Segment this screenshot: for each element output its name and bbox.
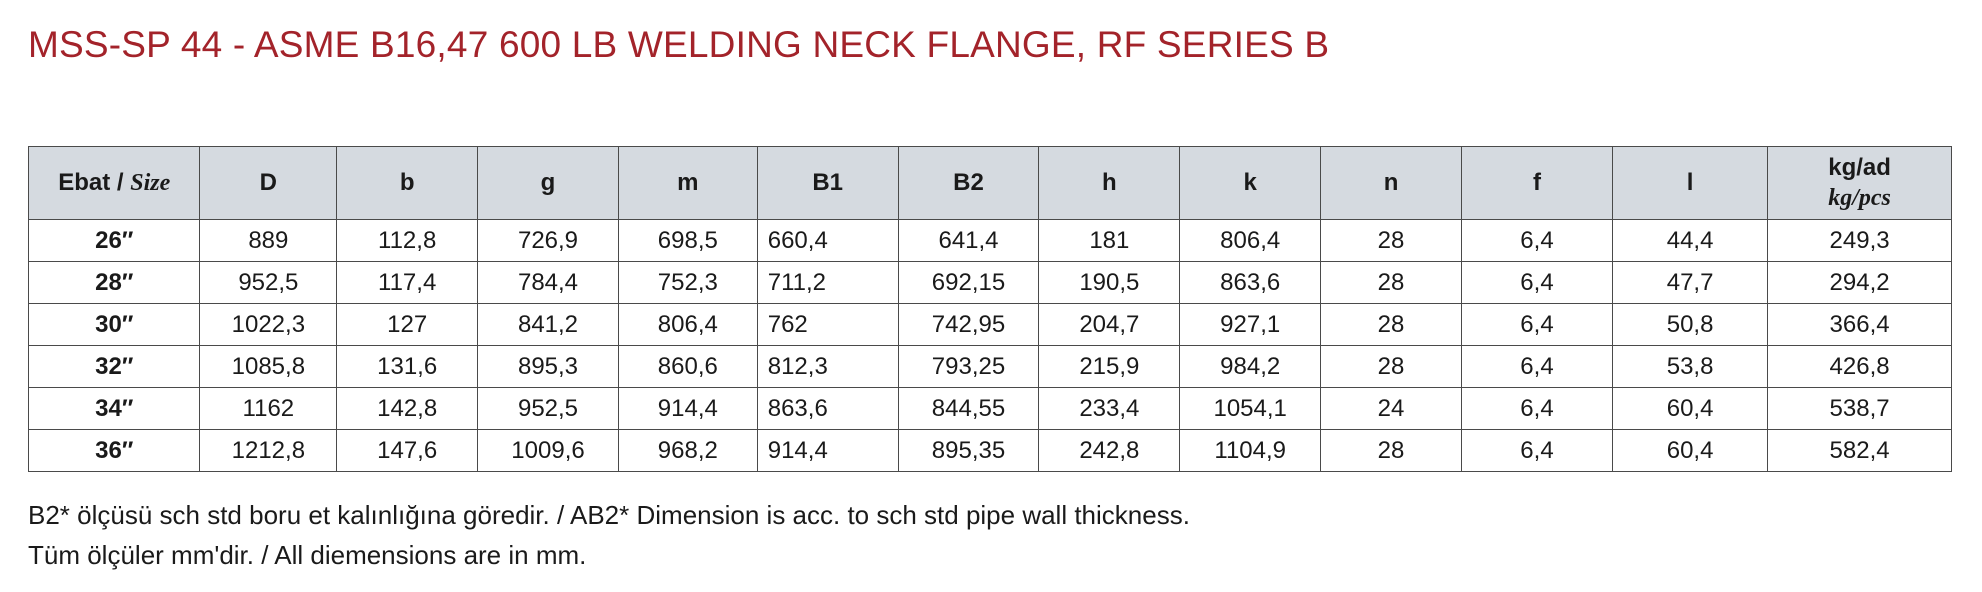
cell-B2: 742,95 — [898, 304, 1039, 346]
cell-D: 1212,8 — [200, 430, 337, 472]
header-k: k — [1180, 147, 1321, 220]
cell-g: 952,5 — [478, 388, 619, 430]
cell-f: 6,4 — [1461, 262, 1612, 304]
cell-n: 28 — [1321, 430, 1462, 472]
cell-k: 984,2 — [1180, 346, 1321, 388]
note-line-1 — [28, 500, 1190, 531]
header-g: g — [478, 147, 619, 220]
cell-f: 6,4 — [1461, 346, 1612, 388]
cell-n: 28 — [1321, 304, 1462, 346]
cell-b: 147,6 — [337, 430, 478, 472]
cell-b: 142,8 — [337, 388, 478, 430]
header-weight-tr: kg/ad — [1828, 154, 1891, 181]
header-B1: B1 — [757, 147, 898, 220]
cell-weight: 366,4 — [1768, 304, 1952, 346]
cell-l: 47,7 — [1613, 262, 1768, 304]
flange-dimensions-table — [28, 146, 1952, 472]
cell-l: 60,4 — [1613, 430, 1768, 472]
cell-k: 1054,1 — [1180, 388, 1321, 430]
table-row — [29, 346, 1952, 388]
header-B2: B2 — [898, 147, 1039, 220]
table-row — [29, 388, 1952, 430]
cell-b: 112,8 — [337, 220, 478, 262]
page-title: MSS-SP 44 - ASME B16,47 600 LB WELDING NECK FLANGE, RF SERIES B — [28, 24, 1330, 65]
cell-B2: 641,4 — [898, 220, 1039, 262]
cell-size: 30″ — [29, 304, 200, 346]
cell-h: 204,7 — [1039, 304, 1180, 346]
cell-f: 6,4 — [1461, 388, 1612, 430]
cell-B1: 863,6 — [757, 388, 898, 430]
cell-h: 233,4 — [1039, 388, 1180, 430]
cell-m: 806,4 — [618, 304, 757, 346]
header-m: m — [618, 147, 757, 220]
header-l: l — [1613, 147, 1768, 220]
cell-g: 1009,6 — [478, 430, 619, 472]
cell-k: 806,4 — [1180, 220, 1321, 262]
cell-b: 127 — [337, 304, 478, 346]
cell-f: 6,4 — [1461, 304, 1612, 346]
cell-D: 1085,8 — [200, 346, 337, 388]
table-row — [29, 262, 1952, 304]
cell-m: 752,3 — [618, 262, 757, 304]
note-line-2-tr: Tüm ölçüler mm'dir. — [28, 540, 255, 570]
cell-f: 6,4 — [1461, 430, 1612, 472]
cell-D: 1022,3 — [200, 304, 337, 346]
header-size-en: Size — [130, 170, 171, 196]
header-h: h — [1039, 147, 1180, 220]
table-row — [29, 220, 1952, 262]
cell-l: 50,8 — [1613, 304, 1768, 346]
cell-m: 698,5 — [618, 220, 757, 262]
header-weight-en: kg/pcs — [1828, 185, 1891, 211]
cell-B2: 793,25 — [898, 346, 1039, 388]
cell-size: 28″ — [29, 262, 200, 304]
cell-B1: 812,3 — [757, 346, 898, 388]
cell-m: 860,6 — [618, 346, 757, 388]
header-n: n — [1321, 147, 1462, 220]
note-line-2-en: / All diemensions are in mm. — [254, 540, 587, 570]
cell-size: 34″ — [29, 388, 200, 430]
cell-B1: 762 — [757, 304, 898, 346]
header-size-tr: Ebat / — [58, 169, 131, 196]
cell-weight: 582,4 — [1768, 430, 1952, 472]
table-header-row — [29, 147, 1952, 220]
cell-f: 6,4 — [1461, 220, 1612, 262]
cell-B1: 711,2 — [757, 262, 898, 304]
cell-size: 26″ — [29, 220, 200, 262]
table-body — [29, 220, 1952, 472]
header-f: f — [1461, 147, 1612, 220]
cell-b: 117,4 — [337, 262, 478, 304]
cell-h: 190,5 — [1039, 262, 1180, 304]
cell-h: 215,9 — [1039, 346, 1180, 388]
cell-B1: 914,4 — [757, 430, 898, 472]
cell-n: 24 — [1321, 388, 1462, 430]
table-row — [29, 430, 1952, 472]
cell-weight: 426,8 — [1768, 346, 1952, 388]
cell-l: 53,8 — [1613, 346, 1768, 388]
cell-g: 726,9 — [478, 220, 619, 262]
table-row — [29, 304, 1952, 346]
cell-weight: 538,7 — [1768, 388, 1952, 430]
cell-size: 36″ — [29, 430, 200, 472]
note-line-1-tr: B2* ölçüsü sch std boru et kalınlığına göredir. — [28, 500, 550, 530]
cell-B1: 660,4 — [757, 220, 898, 262]
header-size — [29, 147, 200, 220]
cell-B2: 895,35 — [898, 430, 1039, 472]
cell-D: 1162 — [200, 388, 337, 430]
cell-size: 32″ — [29, 346, 200, 388]
cell-b: 131,6 — [337, 346, 478, 388]
cell-B2: 692,15 — [898, 262, 1039, 304]
cell-B2: 844,55 — [898, 388, 1039, 430]
note-line-1-en: / AB2* Dimension is acc. to sch std pipe wall thickness. — [549, 500, 1190, 530]
cell-m: 968,2 — [618, 430, 757, 472]
cell-D: 952,5 — [200, 262, 337, 304]
cell-k: 1104,9 — [1180, 430, 1321, 472]
cell-h: 242,8 — [1039, 430, 1180, 472]
cell-l: 44,4 — [1613, 220, 1768, 262]
cell-n: 28 — [1321, 220, 1462, 262]
header-weight — [1768, 147, 1952, 220]
cell-weight: 294,2 — [1768, 262, 1952, 304]
cell-l: 60,4 — [1613, 388, 1768, 430]
cell-h: 181 — [1039, 220, 1180, 262]
cell-k: 863,6 — [1180, 262, 1321, 304]
cell-m: 914,4 — [618, 388, 757, 430]
cell-g: 895,3 — [478, 346, 619, 388]
cell-D: 889 — [200, 220, 337, 262]
cell-g: 784,4 — [478, 262, 619, 304]
note-line-2 — [28, 540, 586, 571]
header-D: D — [200, 147, 337, 220]
header-b: b — [337, 147, 478, 220]
cell-k: 927,1 — [1180, 304, 1321, 346]
cell-g: 841,2 — [478, 304, 619, 346]
cell-weight: 249,3 — [1768, 220, 1952, 262]
cell-n: 28 — [1321, 346, 1462, 388]
cell-n: 28 — [1321, 262, 1462, 304]
